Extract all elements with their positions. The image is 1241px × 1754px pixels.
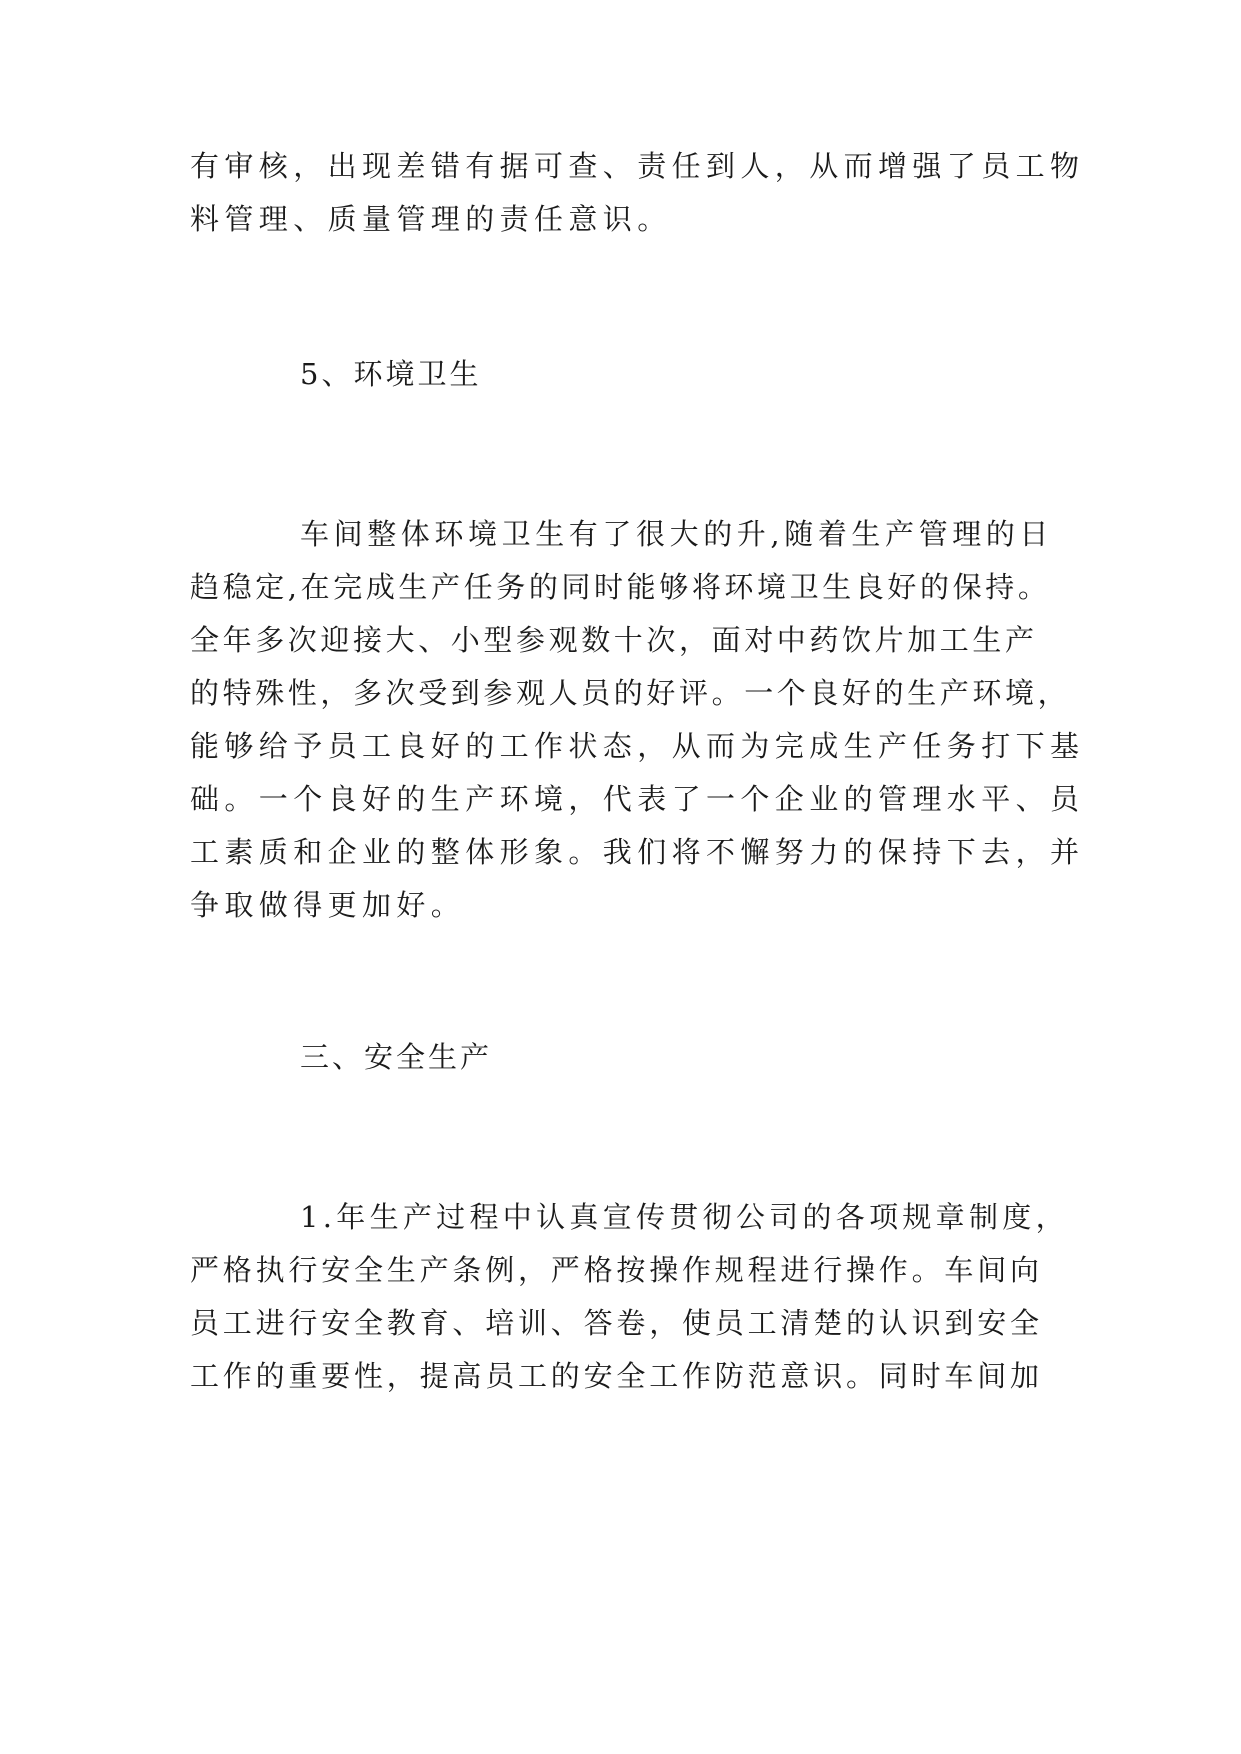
paragraph-line: 有审核，出现差错有据可查、责任到人，从而增强了员工物 [190,149,1085,183]
paragraph-line: 础。一个良好的生产环境，代表了一个企业的管理水平、员 [190,782,1085,816]
section-heading-safety: 三、安全生产 [300,1040,493,1074]
paragraph-line: 工作的重要性，提高员工的安全工作防范意识。同时车间加 [190,1359,1043,1393]
section-heading-environment: 5、环境卫生 [300,357,482,391]
paragraph-line: 严格执行安全生产条例，严格按操作规程进行操作。车间向 [190,1253,1043,1287]
paragraph-line: 1.年生产过程中认真宣传贯彻公司的各项规章制度， [300,1200,1069,1234]
paragraph-line: 能够给予员工良好的工作状态，从而为完成生产任务打下基 [190,729,1085,763]
paragraph-line: 车间整体环境卫生有了很大的升,随着生产管理的日 [300,517,1054,551]
paragraph-line: 料管理、质量管理的责任意识。 [190,202,672,236]
paragraph-line: 的特殊性，多次受到参观人员的好评。一个良好的生产环境， [190,676,1071,710]
paragraph-line: 趋稳定,在完成生产任务的同时能够将环境卫生良好的保持。 [190,570,1051,604]
paragraph-line: 争取做得更加好。 [190,888,466,922]
paragraph-line: 工素质和企业的整体形象。我们将不懈努力的保持下去，并 [190,835,1085,869]
paragraph-line: 员工进行安全教育、培训、答卷，使员工清楚的认识到安全 [190,1306,1043,1340]
paragraph-line: 全年多次迎接大、小型参观数十次，面对中药饮片加工生产 [190,623,1038,657]
